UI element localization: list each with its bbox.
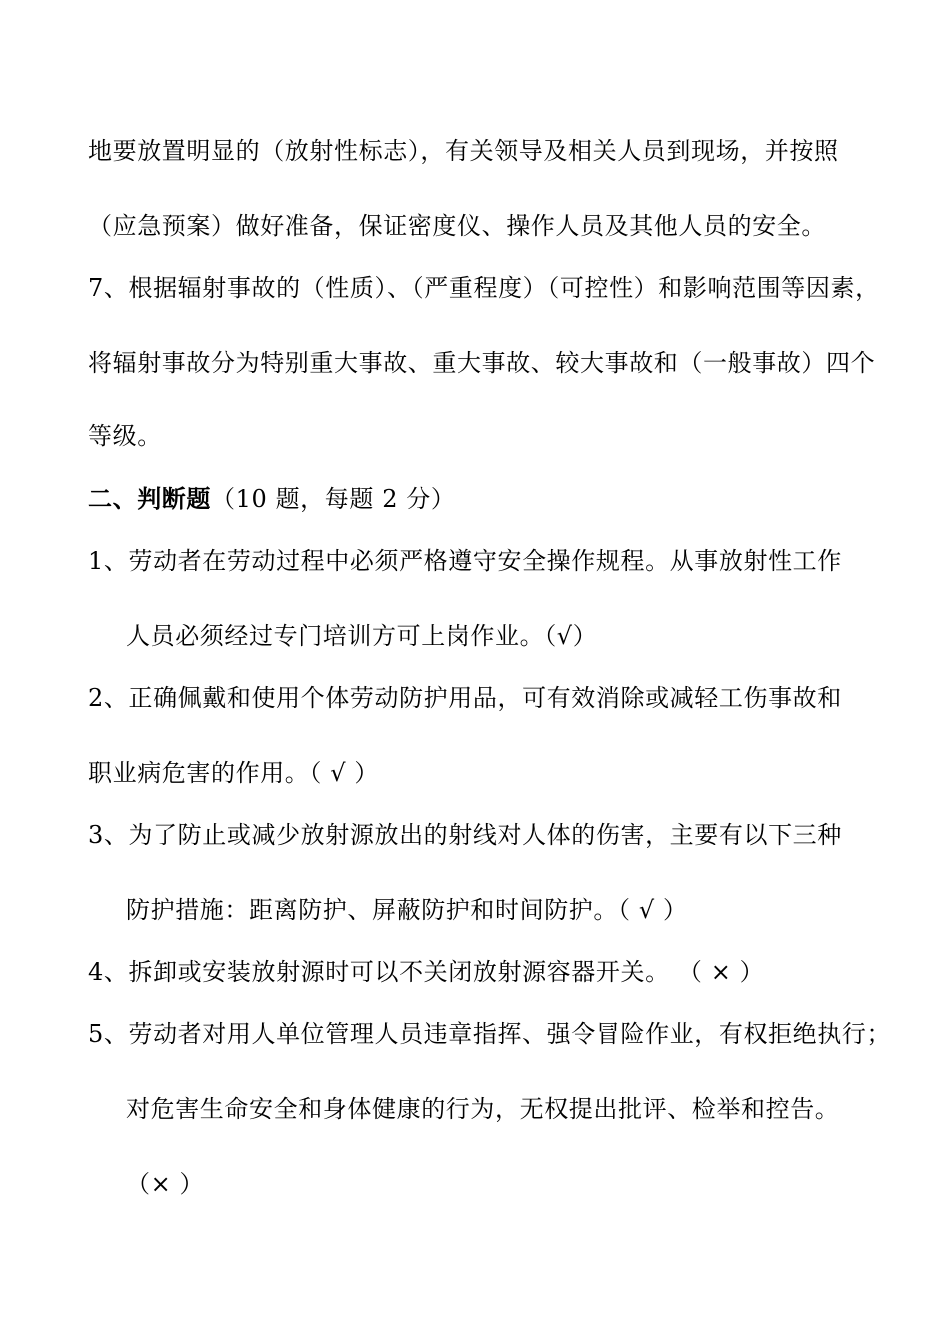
text-line: 将辐射事故分为特别重大事故、重大事故、较大事故和（一般事故）四个 (88, 349, 876, 377)
text-line: （应急预案）做好准备，保证密度仪、操作人员及其他人员的安全。 (88, 212, 826, 240)
text-line: 7、根据辐射事故的（性质）、（严重程度）（可控性）和影响范围等因素， (88, 274, 880, 302)
text-line: 等级。 (88, 422, 162, 450)
section-note: （10 题，每题 2 分） (211, 485, 456, 513)
question-1-continuation: 人员必须经过专门培训方可上岗作业。（√） (126, 622, 598, 650)
text-line: 地要放置明显的（放射性标志），有关领导及相关人员到现场，并按照 (88, 137, 839, 165)
question-2: 2、正确佩戴和使用个体劳动防护用品，可有效消除或减轻工伤事故和 (88, 684, 842, 712)
section-heading (88, 484, 456, 514)
question-4: 4、拆卸或安装放射源时可以不关闭放射源容器开关。 （ × ） (88, 958, 765, 986)
question-1: 1、劳动者在劳动过程中必须严格遵守安全操作规程。从事放射性工作 (88, 547, 842, 575)
question-2-continuation: 职业病危害的作用。（ √ ） (88, 759, 379, 787)
question-3: 3、为了防止或减少放射源放出的射线对人体的伤害，主要有以下三种 (88, 821, 842, 849)
question-3-continuation: 防护措施：距离防护、屏蔽防护和时间防护。（ √ ） (126, 896, 688, 924)
section-title: 二、判断题 (88, 484, 211, 513)
question-5-continuation: 对危害生命安全和身体健康的行为，无权提出批评、检举和控告。 (126, 1095, 840, 1123)
question-5: 5、劳动者对用人单位管理人员违章指挥、强令冒险作业，有权拒绝执行； (88, 1020, 892, 1048)
question-5-answer: （× ） (126, 1170, 205, 1198)
